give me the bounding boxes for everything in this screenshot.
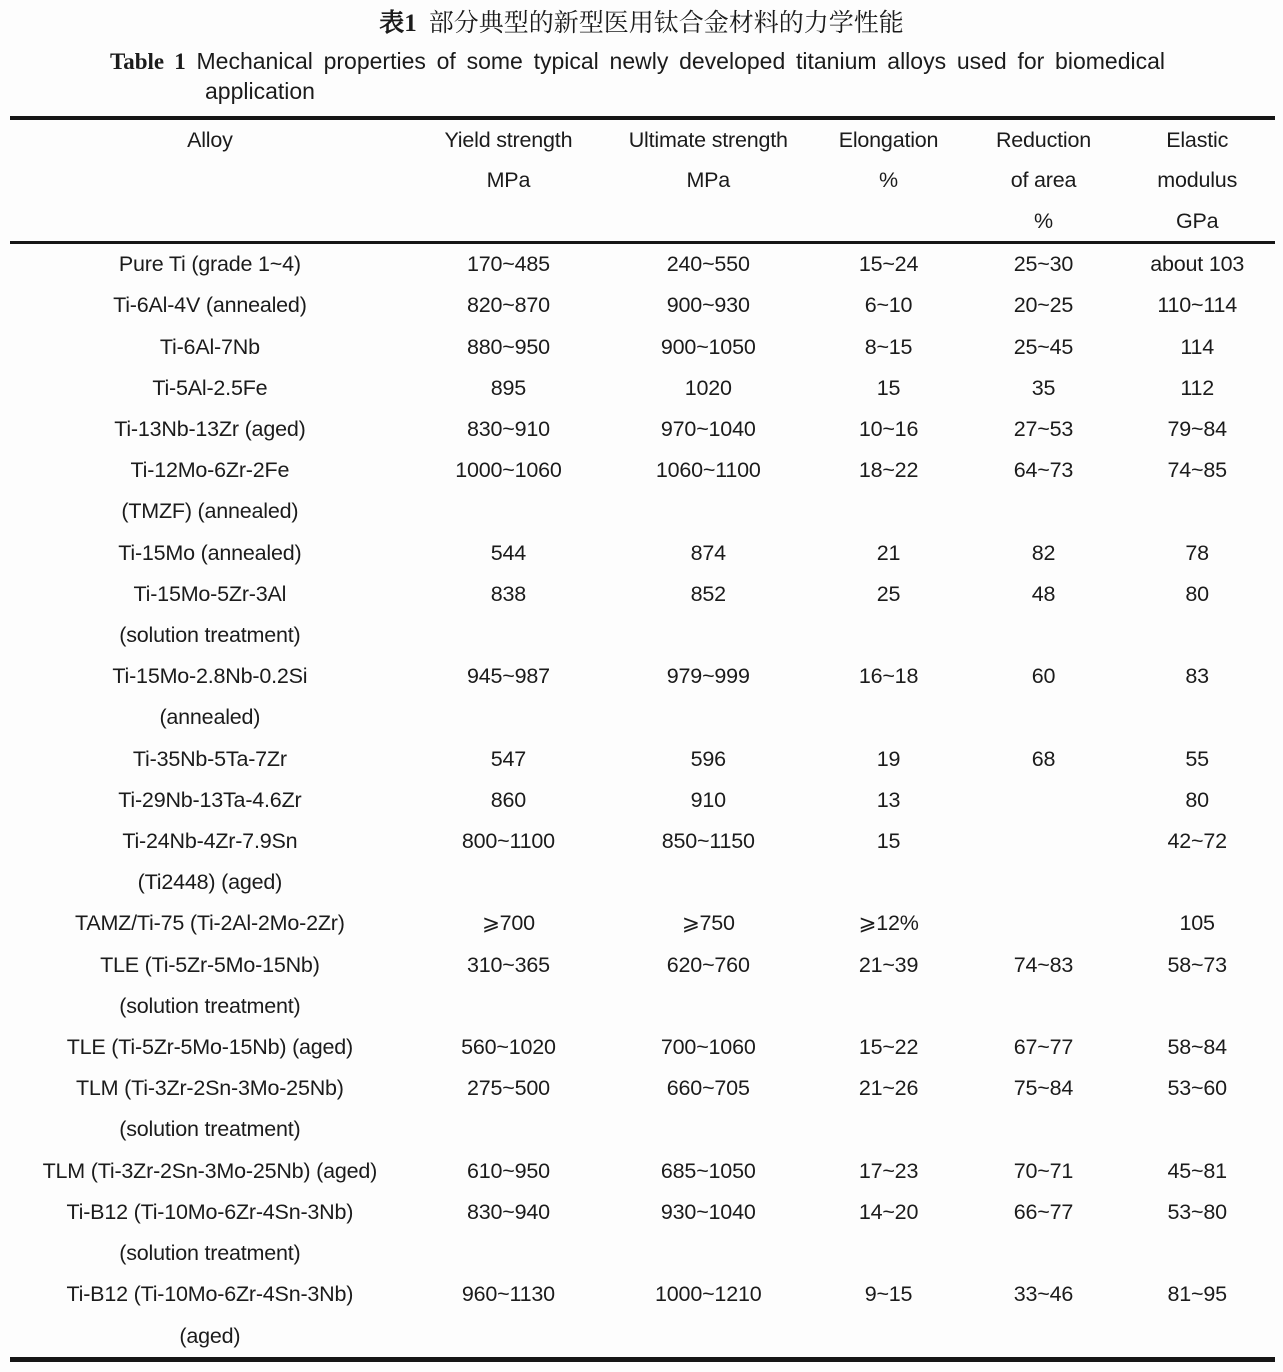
ultimate-strength-cell: 1000~1210 [655,1282,762,1307]
ultimate-strength-cell: 1060~1100 [655,458,761,483]
elongation-cell: 15~24 [858,252,919,277]
reduction-of-area-cell: 48 [1031,581,1056,606]
elongation-cell: 15 [876,375,901,400]
elastic-modulus-cell: 58~73 [1167,952,1227,977]
alloy-name-line: Ti-13Nb-13Zr (aged) [114,417,306,442]
table-row [10,739,1275,780]
alloy-name-line: TLE (Ti-5Zr-5Mo-15Nb) (aged) [66,1035,354,1060]
ultimate-strength-cell: 1020 [684,375,732,400]
reduction-of-area-cell: 75~84 [1013,1076,1074,1101]
elongation-cell: 19 [876,746,901,771]
alloy-cell [10,739,410,780]
col-header-line: of area [1010,168,1077,193]
table-container [10,116,1275,1362]
reduction-of-area-cell: 27~53 [1013,417,1074,442]
table-row [10,945,1275,1027]
reduction-of-area-cell: 82 [1031,540,1056,565]
reduction-of-area-cell: 67~77 [1013,1035,1074,1060]
col-header-line: Elastic [1166,128,1229,152]
col-header-line: Yield strength [444,128,573,152]
alloy-name-line: (solution treatment) [119,1117,301,1142]
alloy-cell [10,1274,410,1359]
yield-strength-cell: 547 [490,746,527,771]
ultimate-strength-cell: 852 [690,581,726,606]
table-row [10,780,1275,821]
table-row [10,1274,1275,1359]
ultimate-strength-cell: 979~999 [666,664,750,689]
elongation-cell: 13 [876,787,901,812]
alloy-name-line: Pure Ti (grade 1~4) [118,252,301,277]
alloy-cell [10,780,410,821]
elongation-cell: 21~26 [858,1076,919,1101]
table-body [10,243,1275,1359]
reduction-of-area-cell: 25~30 [1013,252,1074,277]
ultimate-strength-cell: 900~1050 [660,334,756,359]
ultimate-strength-cell: 240~550 [666,252,750,277]
elongation-cell: 15~22 [858,1035,919,1060]
alloy-cell [10,285,410,326]
alloy-cell [10,1068,410,1150]
reduction-of-area-cell: 70~71 [1013,1158,1074,1183]
ultimate-strength-cell: 596 [690,746,726,771]
col-header-alloy [10,118,410,243]
elastic-modulus-cell: 55 [1185,746,1209,771]
alloy-name-line: TAMZ/Ti-75 (Ti-2Al-2Mo-2Zr) [75,911,345,936]
table-row [10,656,1275,738]
table-row [10,243,1275,286]
yield-strength-cell: ⩾700 [481,911,535,936]
ultimate-strength-cell: 620~760 [666,952,750,977]
elongation-cell: ⩾12% [858,911,919,936]
elastic-modulus-cell: 83 [1185,664,1209,689]
ultimate-strength-cell: 685~1050 [660,1158,756,1183]
col-header-line: modulus [1157,168,1238,193]
elastic-modulus-cell: 105 [1179,911,1215,936]
yield-strength-cell: 560~1020 [461,1035,556,1060]
elastic-modulus-cell: 79~84 [1167,417,1227,442]
reduction-of-area-cell: 74~83 [1013,952,1074,977]
table-row [10,1192,1275,1274]
table-row [10,574,1275,656]
ultimate-strength-cell: 700~1060 [660,1035,756,1060]
col-header-line: Alloy [187,128,233,152]
ultimate-strength-cell: 910 [690,787,726,812]
col-header-line: Reduction [995,128,1091,152]
table-row [10,533,1275,574]
alloy-name-line: TLM (Ti-3Zr-2Sn-3Mo-25Nb) [75,1076,344,1101]
reduction-of-area-cell: 33~46 [1013,1282,1074,1307]
elastic-modulus-cell: 81~95 [1167,1282,1227,1307]
elongation-cell: 17~23 [858,1158,919,1183]
alloy-name-line: (solution treatment) [119,1241,301,1266]
alloy-name-line: (solution treatment) [119,993,301,1018]
elastic-modulus-cell: 78 [1185,540,1209,565]
alloy-name-line: Ti-B12 (Ti-10Mo-6Zr-4Sn-3Nb) [66,1282,354,1307]
alloy-name-line: Ti-35Nb-5Ta-7Zr [132,746,287,771]
elastic-modulus-cell: 110~114 [1157,293,1238,318]
alloy-cell [10,533,410,574]
yield-strength-cell: 830~940 [466,1199,550,1224]
elastic-modulus-cell: about 103 [1150,252,1245,277]
yield-strength-cell: 610~950 [466,1158,550,1183]
reduction-of-area-cell: 25~45 [1013,334,1074,359]
table-row [10,368,1275,409]
alloy-cell [10,327,410,368]
table-row [10,450,1275,532]
elastic-modulus-cell: 53~80 [1167,1199,1227,1224]
table-title-english-line1 [110,47,1165,76]
yield-strength-cell: 170~485 [466,252,550,277]
reduction-of-area-cell: 68 [1031,746,1056,771]
table-header [10,118,1275,243]
alloy-name-line: (aged) [179,1323,241,1348]
elongation-cell: 10~16 [858,417,919,442]
alloy-cell [10,450,410,532]
ultimate-strength-cell: 660~705 [666,1076,750,1101]
table-row [10,1027,1275,1068]
reduction-of-area-cell: 64~73 [1013,458,1074,483]
col-header-elongation [809,118,967,243]
col-header-line: % [1034,208,1053,233]
elastic-modulus-cell: 80 [1185,581,1209,606]
table-title-chinese [0,0,1283,40]
elastic-modulus-cell: 112 [1180,375,1215,400]
alloy-name-line: Ti-B12 (Ti-10Mo-6Zr-4Sn-3Nb) [66,1199,354,1224]
elastic-modulus-cell: 114 [1180,334,1215,359]
col-header-ultimate-strength [607,118,809,243]
yield-strength-cell: 820~870 [466,293,550,318]
yield-strength-cell: 275~500 [466,1076,550,1101]
alloy-name-line: Ti-5Al-2.5Fe [152,375,268,400]
yield-strength-cell: 838 [490,581,527,606]
ultimate-strength-cell: 850~1150 [661,829,755,854]
table-row [10,285,1275,326]
alloy-name-line: TLM (Ti-3Zr-2Sn-3Mo-25Nb) (aged) [42,1158,378,1183]
elastic-modulus-cell: 74~85 [1167,458,1227,483]
elongation-cell: 14~20 [858,1199,919,1224]
alloy-cell [10,574,410,656]
alloy-name-line: Ti-29Nb-13Ta-4.6Zr [118,787,302,812]
yield-strength-cell: 800~1100 [461,829,555,854]
alloy-cell [10,1192,410,1274]
yield-strength-cell: 880~950 [466,334,550,359]
table-title-zh-text: 部分典型的新型医用钛合金材料的力学性能 [428,10,904,37]
alloy-cell [10,243,410,286]
elongation-cell: 21~39 [858,952,919,977]
alloy-name-line: (solution treatment) [119,623,301,648]
reduction-of-area-cell: 20~25 [1013,293,1074,318]
table-title-en-text: Mechanical properties of some typical newly developed titanium alloys used for biomedical [196,48,1166,74]
elongation-cell: 21 [876,540,901,565]
col-header-line: MPa [486,168,531,193]
reduction-of-area-cell [968,821,1120,903]
col-header-line: Ultimate strength [628,128,788,152]
reduction-of-area-cell: 60 [1031,664,1056,689]
alloy-name-line: (TMZF) (annealed) [121,499,299,524]
col-header-line: MPa [686,168,731,193]
alloy-cell [10,945,410,1027]
alloy-name-line: TLE (Ti-5Zr-5Mo-15Nb) [100,952,320,977]
yield-strength-cell: 960~1130 [461,1282,555,1307]
col-header-line: % [879,168,898,193]
elongation-cell: 8~15 [864,334,913,359]
yield-strength-cell: 310~365 [466,952,550,977]
ultimate-strength-cell: 874 [690,540,726,565]
alloy-cell [10,368,410,409]
ultimate-strength-cell: 930~1040 [660,1199,756,1224]
elongation-cell: 18~22 [858,458,919,483]
col-header-line: GPa [1175,208,1219,233]
alloy-name-line: Ti-15Mo-5Zr-3Al [133,581,287,606]
table-row [10,903,1275,944]
elongation-cell: 6~10 [864,293,913,318]
reduction-of-area-cell [968,780,1120,821]
yield-strength-cell: 544 [490,540,527,565]
elastic-modulus-cell: 42~72 [1167,829,1227,854]
yield-strength-cell: 830~910 [466,417,550,442]
yield-strength-cell: 945~987 [466,664,550,689]
col-header-line: Elongation [838,128,939,152]
table-title-english-line2: application [205,78,315,104]
yield-strength-cell: 860 [490,787,527,812]
table-number-zh: 表1 [379,10,417,37]
table-row [10,821,1275,903]
table-row [10,327,1275,368]
alloy-name-line: (annealed) [159,705,261,730]
table-row [10,1068,1275,1150]
alloy-name-line: Ti-12Mo-6Zr-2Fe [130,458,290,483]
elastic-modulus-cell: 58~84 [1167,1035,1227,1060]
yield-strength-cell: 1000~1060 [455,458,562,483]
alloy-cell [10,1027,410,1068]
alloy-cell [10,903,410,944]
ultimate-strength-cell: 970~1040 [660,417,756,442]
header-row [10,118,1275,243]
elastic-modulus-cell: 80 [1185,787,1209,812]
elongation-cell: 16~18 [858,664,919,689]
elastic-modulus-cell: 45~81 [1167,1158,1227,1183]
alloy-cell [10,656,410,738]
reduction-of-area-cell: 66~77 [1013,1199,1074,1224]
elastic-modulus-cell: 53~60 [1167,1076,1227,1101]
ultimate-strength-cell: 900~930 [666,293,750,318]
alloy-cell [10,409,410,450]
properties-table [10,116,1275,1362]
alloy-name-line: Ti-24Nb-4Zr-7.9Sn [122,829,298,854]
reduction-of-area-cell: 35 [1031,375,1056,400]
table-row [10,409,1275,450]
alloy-name-line: Ti-15Mo-2.8Nb-0.2Si [112,664,308,689]
elongation-cell: 15 [876,829,901,854]
table-number-en: Table 1 [110,49,186,74]
alloy-name-line: Ti-6Al-7Nb [159,334,260,359]
col-header-elastic-modulus [1119,118,1275,243]
elongation-cell: 25 [876,581,901,606]
alloy-name-line: (Ti2448) (aged) [137,870,283,895]
alloy-name-line: Ti-15Mo (annealed) [118,540,302,565]
reduction-of-area-cell [968,903,1120,944]
col-header-reduction-of-area [968,118,1120,243]
col-header-yield-strength [410,118,607,243]
alloy-cell [10,1151,410,1192]
table-row [10,1151,1275,1192]
ultimate-strength-cell: ⩾750 [681,911,735,936]
alloy-name-line: Ti-6Al-4V (annealed) [113,293,307,318]
yield-strength-cell: 895 [490,375,527,400]
alloy-cell [10,821,410,903]
elongation-cell: 9~15 [864,1282,913,1307]
